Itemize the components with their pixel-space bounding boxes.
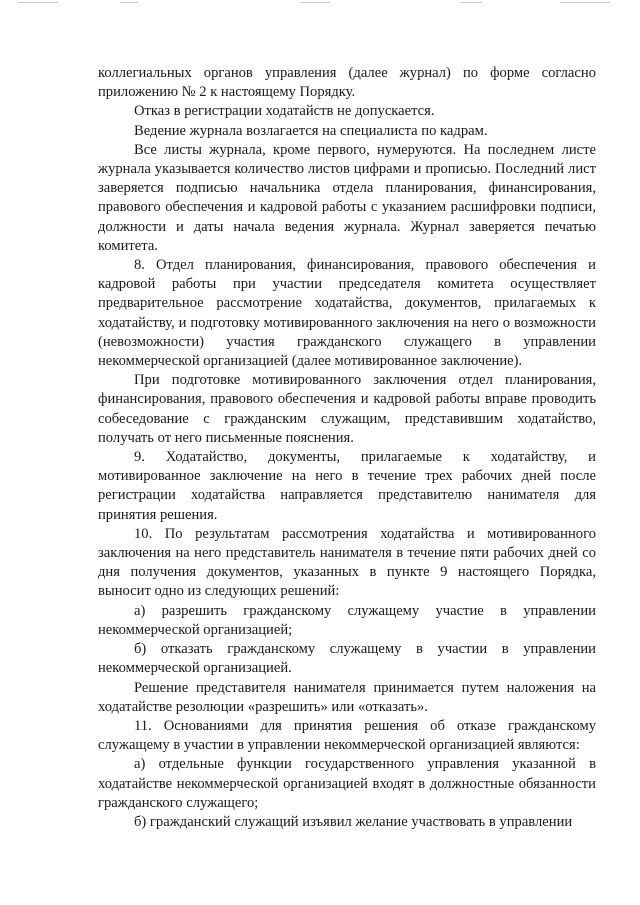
paragraph-item-10: 10. По результатам рассмотрения ходатайства и мотивированного заключения на него представитель нанимателя в течение пяти рабочих дней со дня получения документов, указанных в пункте 9 настоящего Порядка, выносит одно из следующих решений: bbox=[98, 525, 596, 600]
paragraph-no-refusal: Отказ в регистрации ходатайств не допускается. bbox=[134, 103, 435, 120]
paragraph-item-9: 9. Ходатайство, документы, прилагаемые к ходатайству, и мотивированное заключение на него в течение трех рабочих дней после регистрации ходатайства направляется представителю нанимателя для принятия решения. bbox=[98, 449, 596, 523]
scan-edge-marks bbox=[0, 0, 640, 8]
paragraph-journal-keeper: Ведение журнала возлагается на специалиста по кадрам. bbox=[134, 122, 488, 139]
paragraph-decision-a: а) разрешить гражданскому служащему участие в управлении некоммерческой организацией; bbox=[98, 602, 596, 638]
paragraph-interview: При подготовке мотивированного заключения отдел планирования, финансирования, правового обеспечения и кадровой работы вправе проводить собеседование с гражданским служащим, представившим ходатайство, получать от него письменные пояснения. bbox=[98, 372, 596, 446]
paragraph-ground-b: б) гражданский служащий изъявил желание участвовать в управлении bbox=[134, 813, 573, 830]
paragraph-decision-b: б) отказать гражданскому служащему в участии в управлении некоммерческой организацией. bbox=[98, 641, 596, 677]
paragraph-item-11: 11. Основаниями для принятия решения об отказе гражданскому служащему в участии в управлении некоммерческой организацией являются: bbox=[98, 717, 596, 754]
paragraph-journal-form: коллегиальных органов управления (далее журнал) по форме согласно приложению № 2 к настоящему Порядку. bbox=[98, 65, 596, 101]
document-page bbox=[98, 64, 596, 832]
paragraph-ground-a: а) отдельные функции государственного управления указанной в ходатайстве некоммерческой организацией входят в должностные обязанности гражданского служащего; bbox=[98, 756, 596, 811]
paragraph-item-8: 8. Отдел планирования, финансирования, правового обеспечения и кадровой работы при участии председателя комитета осуществляет предварительное рассмотрение ходатайства, документов, прилагаемых к ходатайству, и подготовку мотивированного заключения на него о возможности (невозможности) участия гражданского служащего в управлении некоммерческой организацией (далее мотивированное заключение). bbox=[98, 257, 596, 370]
paragraph-resolution: Решение представителя нанимателя принимается путем наложения на ходатайстве резолюции «разрешить» или «отказать». bbox=[98, 679, 596, 715]
paragraph-journal-numbering: Все листы журнала, кроме первого, нумеруются. На последнем листе журнала указывается количество листов цифрами и прописью. Последний лист заверяется подписью начальника отдела планирования, финансирования, правового обеспечения и кадровой работы с указанием расшифровки подписи, должности и даты начала ведения журнала. Журнал заверяется печатью комитета. bbox=[98, 141, 596, 254]
